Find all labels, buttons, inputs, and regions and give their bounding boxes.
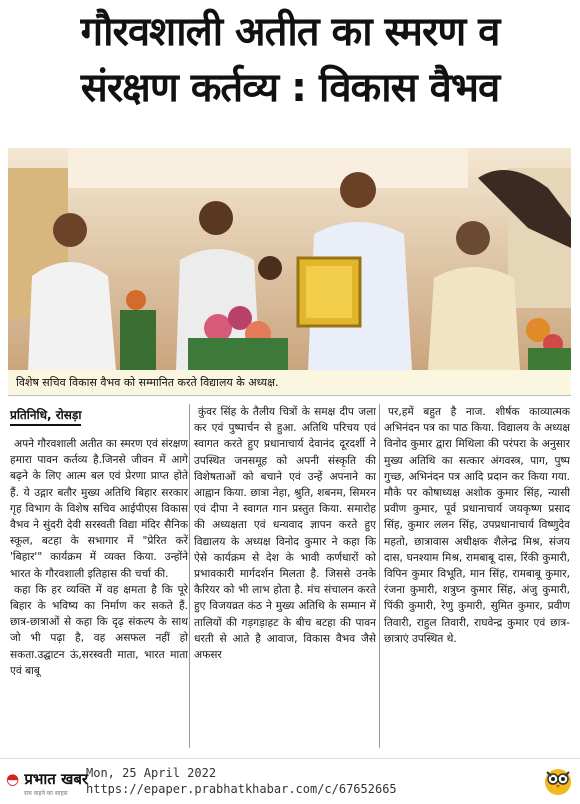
headline — [8, 4, 572, 116]
article-column-1 — [10, 436, 188, 746]
owl-icon — [542, 765, 574, 797]
event-photo — [8, 148, 571, 370]
epaper-link[interactable]: https://epaper.prabhatkhabar.com/c/67652665 — [86, 782, 397, 796]
byline: प्रतिनिधि, रोसड़ा — [10, 406, 81, 426]
edition-date: Mon, 25 April 2022 — [86, 766, 217, 780]
event-photo-illustration — [8, 148, 571, 370]
headline-line-2: संरक्षण कर्तव्य : विकास वैभव — [80, 65, 500, 111]
column-divider — [189, 404, 190, 748]
article-paragraph: अपने गौरवशाली अतीत का स्मरण एवं संरक्षण हमारा पावन कर्तव्य है.जिनसे जीवन में आगे बढ़ने के लिए आत्म बल एवं प्रेरणा प्राप्त होते हैं. ये उद्गार बतौर मुख्य अतिथि बिहार सरकार गृह विभाग के विशेष सचिव आईपीएस विकास वैभव ने सुंदरी देवी सरस्वती विद्या मंदिर सैनिक स्कूल, बटहा के सभागार में "प्रेरित करें 'बिहार'" कार्यक्रम में व्यक्त किया. उन्होंने भारत के गौरवशाली इतिहास की चर्चा की. — [10, 438, 188, 580]
photo-caption: विशेष सचिव विकास वैभव को सम्मानित करते विद्यालय के अध्यक्ष. — [8, 370, 571, 396]
headline-line-1: गौरवशाली अतीत का स्मरण व — [80, 9, 500, 55]
prabhat-khabar-logo[interactable] — [6, 769, 88, 789]
logo-tagline: सच कहने का साहस — [24, 790, 68, 797]
article-column-3 — [384, 404, 570, 750]
article-paragraph: कहा कि हर व्यक्ति में वह क्षमता है कि पूरे बिहार के भविष्य का निर्माण कर सकते हैं. छात्र-छात्राओं से कहा कि दृढ़ संकल्प के साथ जो भी पढ़ा है, वह असफल नहीं हो सकता.उद्घाटन ऊं,सरस्वती माता, भारत माता एवं बाबू — [10, 583, 188, 677]
article-paragraph: कुंवर सिंह के तैलीय चित्रों के समक्ष दीप जला कर एवं पुष्पार्चन से हुआ. अतिथि परिचय एवं स्वागत करते हुए प्रधानाचार्य देवानंद दूरदर्शी ने उपस्थित जनसमूह को अपनी संस्कृति की विशेषताओं को बचाने एवं उन्हें अपनाने का आह्वान किया. छात्रा नेहा, श्रुति, शबनम, सिमरन एवं दीपा ने स्वागत गान प्रस्तुत किया. समारोह की अध्यक्षता एवं धन्यवाद ज्ञापन करते हुए विद्यालय के अध्यक्ष विनोद कुमार ने कहा कि ऐसे कार्यक्रम से देश के भावी कर्णधारों को प्रभावकारी मार्गदर्शन मिलता है. जिससे उनके कैरियर को भी लाभ होता है. मंच संचालन करते हुए विजयव्रत कंठ ने मुख्य अतिथि के सम्मान में तालियों की गड़गड़ाहट के बीच बटहा की पावन धरती से आते है आवाज, विकास वैभव जैसे अफसर — [194, 406, 376, 662]
logo-text: प्रभात खबर — [24, 770, 89, 788]
article-paragraph: पर,हमें बहुत है नाज. शीर्षक काव्यात्मक अभिनंदन पत्र का पाठ किया. विद्यालय के अध्यक्ष विनोद कुमार द्वारा मिथिला की परंपरा के अनुसार मुख्य अतिथि का सत्कार अंगवस्त्र, पाग, पुष्प गुच्छ, अभिनंदन पत्र आदि प्रदान कर किया गया. मौके पर कोषाध्यक्ष अशोक कुमार सिंह, न्यासी प्रवीण कुमार, पूर्व प्रधानाचार्य जयकृष्ण प्रसाद सिंह, कुमार ललन सिंह, उपप्रधानाचार्य विष्णुदेव महतो, छात्रावास अधीक्षक शैलेन्द्र मिश्र, संजय दास, घनश्याम मिश्र, रामबाबू दास, रिंकी कुमारी, विपिन कुमार विभूति, मान सिंह, रामबाबू कुमार, रंजना कुमारी, शत्रुघ्न कुमार सिंह, अंजु कुमारी, पिंकी कुमारी, रेणु कुमारी, सुमित कुमार, प्रवीण तिवारी, राहुल तिवारी, राघवेन्द्र कुमार एवं छात्र-छात्राएं उपस्थित थे. — [384, 406, 570, 645]
footer — [0, 758, 580, 804]
column-divider — [379, 404, 380, 748]
article-column-2 — [194, 404, 376, 750]
sunrise-icon: ◓ — [6, 770, 20, 788]
footer-meta — [86, 765, 397, 797]
